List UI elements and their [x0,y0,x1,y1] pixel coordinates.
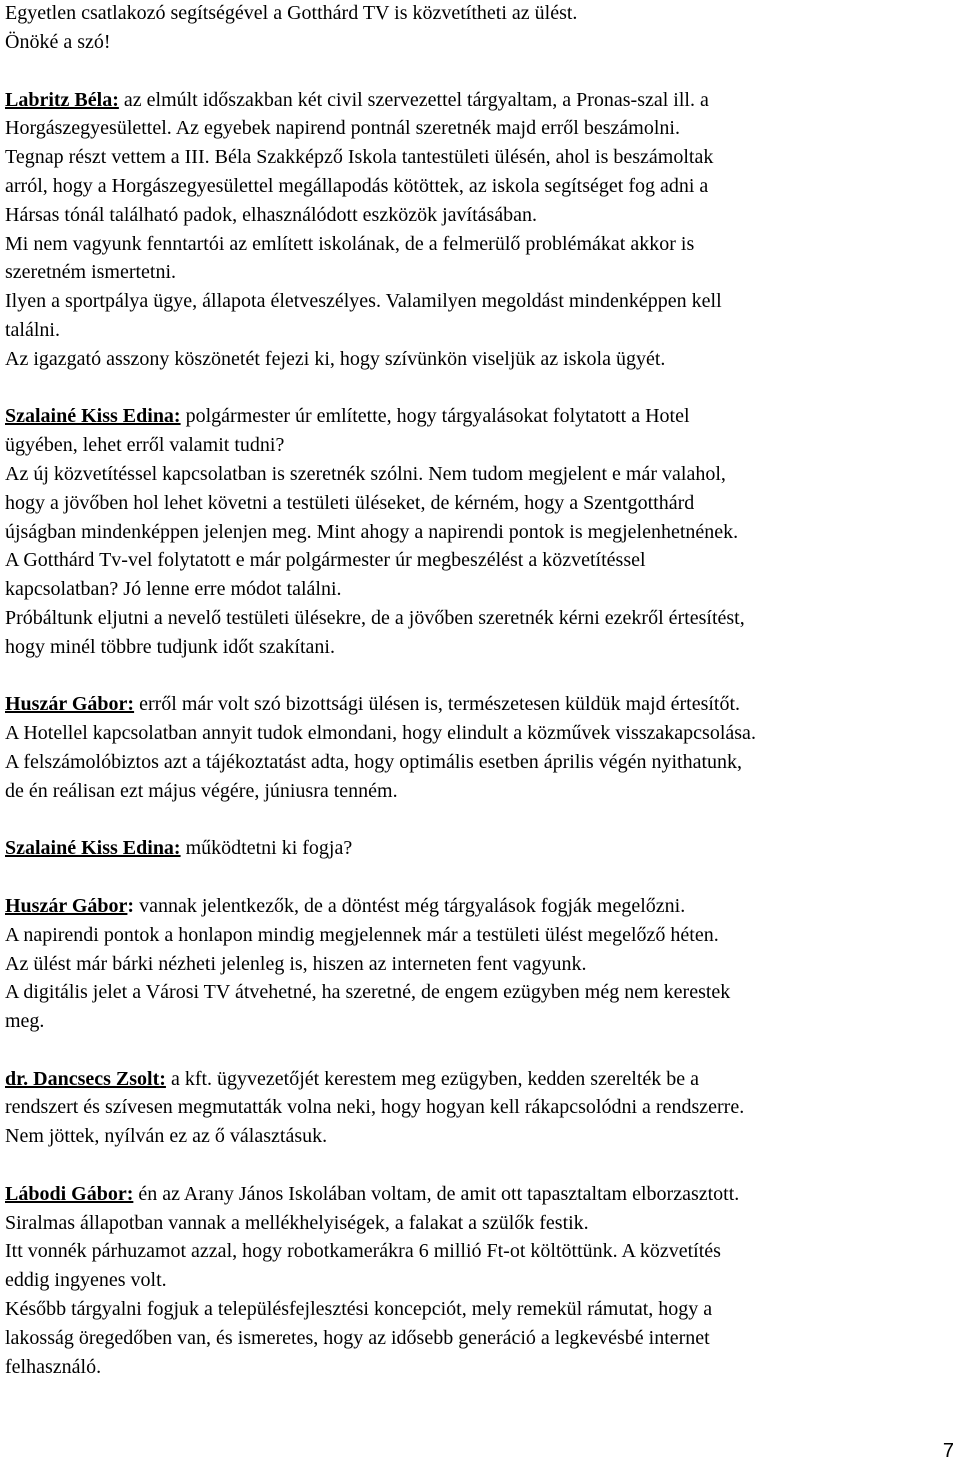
line-text: A digitális jelet a Városi TV átvehetné, ha szeretné, de engem ezügyben még nem kerestek [5,981,731,1004]
page-number: 7 [942,1440,954,1462]
line-text: Mi nem vagyunk fenntartói az említett iskolának, de a felmerülő problémákat akkor is [5,232,695,255]
line-text: szeretném ismertetni. [5,261,177,284]
line-text: Tegnap részt vettem a III. Béla Szakképző Iskola tantestületi ülésén, ahol is beszámoltak [5,146,714,169]
text-line [5,1007,958,1036]
speaker-colon: : [127,894,135,917]
text-line [5,1065,958,1094]
line-text: találni. [5,318,60,341]
line-text: Horgászegyesülettel. Az egyebek napirend pontnál szeretnék majd erről beszámolni. [5,117,680,140]
text-line [5,1209,958,1238]
line-text: Az új közvetítéssel kapcsolatban is szeretnék szólni. Nem tudom megjelent e már valahol, [5,462,726,485]
text-line [5,489,958,518]
line-text: A Hotellel kapcsolatban annyit tudok elmondani, hogy elindult a közművek visszakapcsolása. [5,722,756,745]
text-line [5,633,958,662]
line-text: erről már volt szó bizottsági ülésen is, természetesen küldük majd értesítőt. [134,693,741,716]
speaker-name: dr. Dancsecs Zsolt: [5,1067,166,1090]
text-line [5,230,958,259]
line-text: Ilyen a sportpálya ügye, állapota életveszélyes. Valamilyen megoldást mindenképpen kell [5,290,722,313]
speaker-name: Huszár Gábor: [5,693,135,716]
line-text: lakosság öregedőben van, és ismeretes, hogy az idősebb generáció a legkevésbé internet [5,1326,710,1349]
line-text: működtetni ki fogja? [180,837,353,860]
speaker-name: Huszár Gábor [5,894,128,917]
text-line [5,1122,958,1151]
line-text: hogy a jövőben hol lehet követni a testületi üléseket, de kérném, hogy a Szentgotthárd [5,491,695,514]
text-line [5,345,958,374]
line-text: újságban mindenképpen jelenjen meg. Mint ahogy a napirendi pontok is megjelenhetnének. [5,520,739,543]
line-text: arról, hogy a Horgászegyesülettel megállapodás kötöttek, az iskola segítséget fog adni a [5,174,709,197]
text-line [5,28,958,57]
speaker-name: Lábodi Gábor: [5,1182,134,1205]
line-text: Az igazgató asszony köszönetét fejezi ki, hogy szívünkön viseljük az iskola ügyét. [5,347,666,370]
text-line [5,748,958,777]
speaker-name: Szalainé Kiss Edina: [5,837,181,860]
line-text: Később tárgyalni fogjuk a településfejlesztési koncepciót, mely remekül rámutat, hogy a [5,1298,713,1321]
line-text: A felszámolóbiztos azt a tájékoztatást adta, hogy optimális esetben április végén nyithatunk, [5,750,743,773]
text-line [5,921,958,950]
line-text: Nem jöttek, nyílván ez az ő választásuk. [5,1125,328,1148]
line-text: polgármester úr említette, hogy tárgyalásokat folytatott a Hotel [180,405,690,428]
speech-paragraph [5,1065,958,1151]
line-text: rendszert és szívesen megmutatták volna neki, hogy hogyan kell rákapcsolódni a rendszerre. [5,1096,745,1119]
text-line [5,1266,958,1295]
line-text: vannak jelentkezők, de a döntést még tárgyalások fogják megelőzni. [134,894,686,917]
line-text: Próbáltunk eljutni a nevelő testületi ülésekre, de a jövőben szeretnék kérni ezekről értesítést, [5,606,745,629]
speaker-name: Szalainé Kiss Edina: [5,405,181,428]
text-line [5,287,958,316]
text-line [5,86,958,115]
line-text: felhasználó. [5,1355,102,1378]
text-line [5,1093,958,1122]
text-line [5,172,958,201]
text-line [5,1180,958,1209]
speech-paragraph [5,892,958,1036]
text-line [5,258,958,287]
text-line [5,575,958,604]
line-text: de én reálisan ezt május végére, júniusra tenném. [5,779,398,802]
line-text: Önöké a szó! [5,30,111,53]
line-text: A napirendi pontok a honlapon mindig megjelennek már a testületi ülést megelőző héten. [5,923,719,946]
line-text: hogy minél többre tudjunk időt szakítani. [5,635,335,658]
text-line [5,402,958,431]
line-text: én az Arany János Iskolában voltam, de amit ott tapasztaltam elborzasztott. [133,1182,740,1205]
line-text: az elmúlt időszakban két civil szervezettel tárgyaltam, a Pronas-szal ill. a [118,88,709,111]
line-text: meg. [5,1010,45,1033]
text-line [5,690,958,719]
line-text: Itt vonnék párhuzamot azzal, hogy robotkamerákra 6 millió Ft-ot költöttünk. A közvetítés [5,1240,721,1263]
line-text: Siralmas állapotban vannak a mellékhelyiségek, a falakat a szülők festik. [5,1211,589,1234]
document-body [5,0,958,1410]
text-line [5,460,958,489]
text-line [5,978,958,1007]
line-text: A Gotthárd Tv-vel folytatott e már polgármester úr megbeszélést a közvetítéssel [5,549,646,572]
text-line [5,518,958,547]
text-line [5,719,958,748]
speaker-name: Labritz Béla: [5,88,119,111]
intro-paragraph [5,0,958,57]
text-line [5,604,958,633]
line-text: Az ülést már bárki nézheti jelenleg is, hiszen az interneten fent vagyunk. [5,952,587,975]
text-line [5,0,958,28]
line-text: Egyetlen csatlakozó segítségével a Gotthárd TV is közvetítheti az ülést. [5,2,578,24]
text-line [5,1324,958,1353]
text-line [5,546,958,575]
line-text: Hársas tónál található padok, elhasználódott eszközök javításában. [5,203,538,226]
line-text: kapcsolatban? Jó lenne erre módot találni. [5,578,342,601]
line-text: ügyében, lehet erről valamit tudni? [5,434,285,457]
speech-paragraph [5,402,958,661]
text-line [5,431,958,460]
speech-paragraph [5,86,958,374]
speech-paragraph [5,690,958,805]
text-line [5,950,958,979]
text-line [5,777,958,806]
text-line [5,143,958,172]
speech-paragraph [5,834,958,863]
text-line [5,201,958,230]
text-line [5,1295,958,1324]
speech-paragraph [5,1180,958,1382]
text-line [5,892,958,921]
text-line [5,114,958,143]
text-line [5,834,958,863]
line-text: a kft. ügyvezetőjét kerestem meg ezügyben, kedden szerelték be a [165,1067,700,1090]
line-text: eddig ingyenes volt. [5,1269,167,1292]
text-line [5,1353,958,1382]
text-line [5,1237,958,1266]
text-line [5,316,958,345]
